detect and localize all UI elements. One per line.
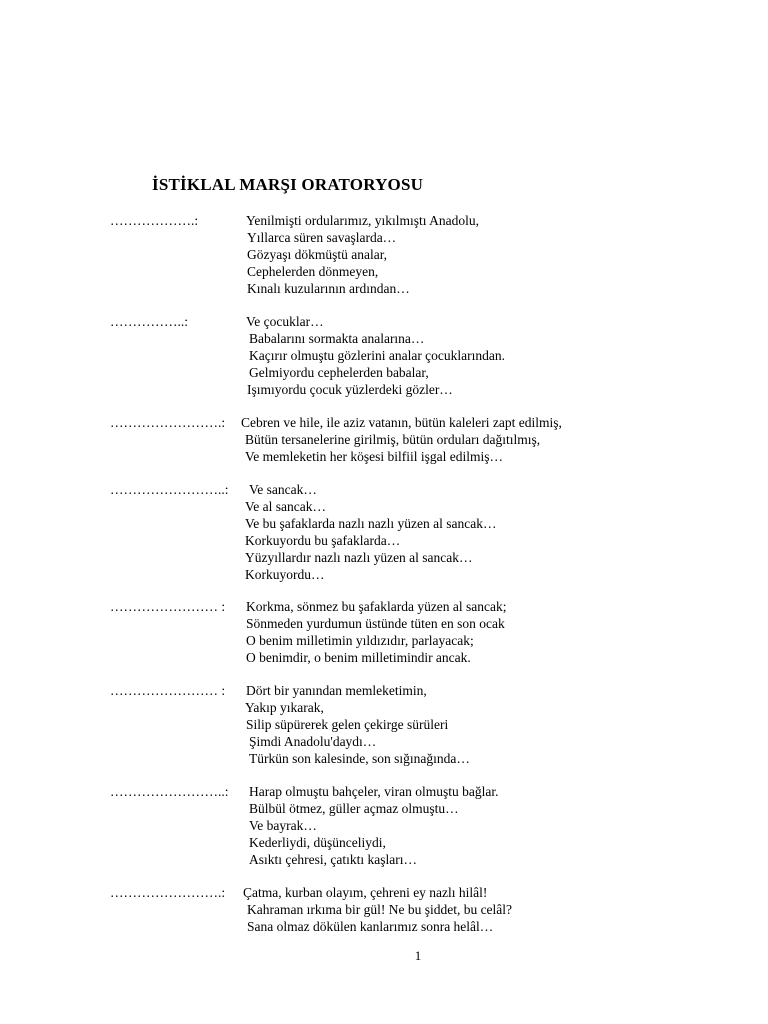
stanza-line bbox=[110, 263, 750, 280]
stanza-line bbox=[110, 682, 750, 699]
verse-line: Asıktı çehresi, çatıktı kaşları… bbox=[249, 852, 417, 867]
stanza-line bbox=[110, 566, 750, 583]
stanza-line bbox=[110, 834, 750, 851]
verse-line: Korkma, sönmez bu şafaklarda yüzen al sancak; bbox=[246, 599, 507, 614]
speaker-placeholder: …………………… : bbox=[110, 599, 226, 614]
stanza-2 bbox=[110, 313, 750, 398]
stanza-line bbox=[110, 212, 750, 229]
stanza-line bbox=[110, 414, 750, 431]
verse-line: Silip süpürerek gelen çekirge sürüleri bbox=[246, 717, 449, 732]
verse-line: Bütün tersanelerine girilmiş, bütün orduları dağıtılmış, bbox=[245, 432, 541, 447]
stanza-line bbox=[110, 649, 750, 666]
stanza-line bbox=[110, 229, 750, 246]
verse-line: O benimdir, o benim milletimindir ancak. bbox=[246, 650, 471, 665]
document-title: İSTİKLAL MARŞI ORATORYOSU bbox=[152, 175, 424, 194]
stanza-3 bbox=[110, 414, 750, 465]
verse-line: Işımıyordu çocuk yüzlerdeki gözler… bbox=[247, 382, 453, 397]
verse-line: Ve bu şafaklarda nazlı nazlı yüzen al sancak… bbox=[245, 516, 497, 531]
page-number: 1 bbox=[414, 948, 422, 963]
stanza-line bbox=[110, 851, 750, 868]
speaker-placeholder: ……………………..: bbox=[110, 784, 229, 799]
verse-line: Ve sancak… bbox=[249, 482, 317, 497]
stanza-line bbox=[110, 532, 750, 549]
stanza-line bbox=[110, 699, 750, 716]
verse-line: Yıllarca süren savaşlarda… bbox=[247, 230, 397, 245]
stanza-line bbox=[110, 481, 750, 498]
verse-line: Kaçırır olmuştu gözlerini analar çocuklarından. bbox=[249, 348, 506, 363]
stanza-line bbox=[110, 598, 750, 615]
speaker-placeholder: …………………….: bbox=[110, 885, 226, 900]
stanza-line bbox=[110, 364, 750, 381]
stanza-line bbox=[110, 783, 750, 800]
verse-line: Sönmeden yurdumun üstünde tüten en son ocak bbox=[246, 616, 505, 631]
verse-line: Korkuyordu… bbox=[245, 567, 325, 582]
speaker-placeholder: …………………… : bbox=[110, 683, 226, 698]
stanza-line bbox=[110, 750, 750, 767]
verse-line: Şimdi Anadolu'daydı… bbox=[249, 734, 377, 749]
verse-line: Harap olmuştu bahçeler, viran olmuştu bağlar. bbox=[249, 784, 499, 799]
stanza-line bbox=[110, 431, 750, 448]
verse-line: Yüzyıllardır nazlı nazlı yüzen al sancak… bbox=[245, 550, 473, 565]
stanza-4 bbox=[110, 481, 750, 583]
stanza-5 bbox=[110, 598, 750, 666]
stanza-line bbox=[110, 918, 750, 935]
verse-line: Kınalı kuzularının ardından… bbox=[247, 281, 410, 296]
stanza-line bbox=[110, 632, 750, 649]
verse-line: Yenilmişti ordularımız, yıkılmıştı Anadolu, bbox=[246, 213, 480, 228]
stanza-line bbox=[110, 313, 750, 330]
stanza-line bbox=[110, 817, 750, 834]
verse-line: Gelmiyordu cephelerden babalar, bbox=[249, 365, 429, 380]
stanza-line bbox=[110, 549, 750, 566]
verse-line: Türkün son kalesinde, son sığınağında… bbox=[249, 751, 470, 766]
verse-line: Çatma, kurban olayım, çehreni ey nazlı hilâl! bbox=[243, 885, 488, 900]
stanza-line bbox=[110, 498, 750, 515]
stanza-line bbox=[110, 615, 750, 632]
verse-line: Dört bir yanından memleketimin, bbox=[246, 683, 427, 698]
speaker-placeholder: ……………..: bbox=[110, 314, 189, 329]
stanza-line bbox=[110, 733, 750, 750]
stanza-line bbox=[110, 330, 750, 347]
speaker-placeholder: ……………….: bbox=[110, 213, 199, 228]
verse-line: Ve bayrak… bbox=[249, 818, 317, 833]
verse-line: Kederliydi, düşünceliydi, bbox=[249, 835, 386, 850]
verse-line: O benim milletimin yıldızıdır, parlayacak; bbox=[246, 633, 474, 648]
stanza-line bbox=[110, 716, 750, 733]
stanza-7 bbox=[110, 783, 750, 868]
verse-line: Bülbül ötmez, güller açmaz olmuştu… bbox=[249, 801, 459, 816]
stanza-line bbox=[110, 381, 750, 398]
verse-line: Ve çocuklar… bbox=[246, 314, 324, 329]
stanza-6 bbox=[110, 682, 750, 767]
stanza-line bbox=[110, 448, 750, 465]
verse-line: Gözyaşı dökmüştü analar, bbox=[247, 247, 388, 262]
speaker-placeholder: …………………….: bbox=[110, 415, 226, 430]
stanza-line bbox=[110, 515, 750, 532]
verse-line: Ve memleketin her köşesi bilfiil işgal edilmiş… bbox=[245, 449, 503, 464]
speaker-placeholder: ……………………..: bbox=[110, 482, 229, 497]
verse-line: Ve al sancak… bbox=[245, 499, 326, 514]
stanza-line bbox=[110, 800, 750, 817]
stanza-line bbox=[110, 246, 750, 263]
verse-line: Cebren ve hile, ile aziz vatanın, bütün kaleleri zapt edilmiş, bbox=[241, 415, 562, 430]
stanza-line bbox=[110, 901, 750, 918]
verse-line: Babalarını sormakta analarına… bbox=[249, 331, 425, 346]
stanza-line bbox=[110, 347, 750, 364]
verse-line: Sana olmaz dökülen kanlarımız sonra helâl… bbox=[247, 919, 494, 934]
stanza-8 bbox=[110, 884, 750, 935]
verse-line: Kahraman ırkıma bir gül! Ne bu şiddet, bu celâl? bbox=[247, 902, 513, 917]
stanza-line bbox=[110, 884, 750, 901]
verse-line: Korkuyordu bu şafaklarda… bbox=[245, 533, 401, 548]
verse-line: Cephelerden dönmeyen, bbox=[247, 264, 379, 279]
stanza-1 bbox=[110, 212, 750, 297]
verse-line: Yakıp yıkarak, bbox=[245, 700, 324, 715]
stanza-line bbox=[110, 280, 750, 297]
